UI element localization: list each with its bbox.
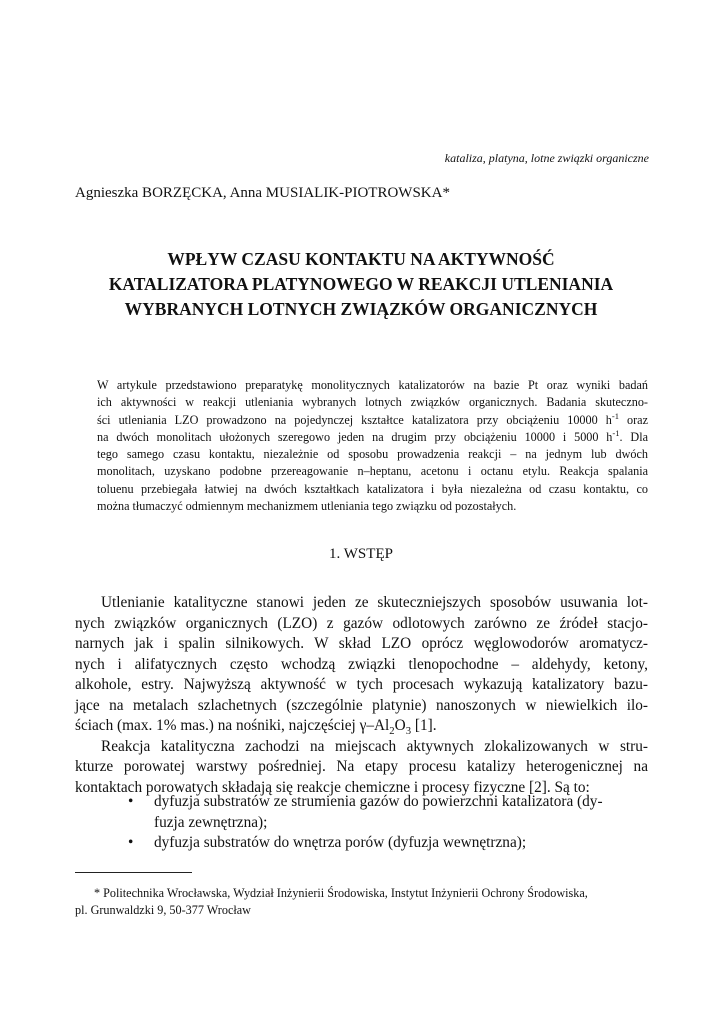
bullet-item (128, 833, 648, 854)
abstract-text: ści utleniania LZO prowadzono na pojedynczej kształtce katalizatora przy obciążeniu 10000 h (97, 412, 612, 427)
abstract-line (97, 412, 648, 429)
body-text-span: ściach (max. 1% mas.) na nośniki, najczęściej γ–Al (75, 717, 390, 734)
body-line (75, 716, 648, 737)
title-line: KATALIZATORA PLATYNOWEGO W REAKCJI UTLENIANIA (108, 274, 614, 294)
title-line: WPŁYW CZASU KONTAKTU NA AKTYWNOŚĆ (167, 249, 555, 269)
abstract-text: na dwóch monolitach ułożonych szeregowo jeden na drugim przy obciążeniu 10000 i 5000 h (97, 429, 613, 444)
body-line: kontaktach porowatych składają się reakcje chemiczne i procesy fizyczne [2]. Są to: (75, 778, 590, 796)
body-text-span: [1]. (411, 717, 437, 734)
body-line: nych i alifatycznych często wchodzą związki tlenopochodne – aldehydy, ketony, (75, 655, 648, 673)
footnote (75, 885, 648, 919)
abstract-line: tego samego czasu kontaktu, niezależnie od sposobu prowadzenia reakcji – na jednym lub dwóch (97, 447, 648, 462)
section-heading: 1. WSTĘP (329, 546, 393, 562)
authors: Agnieszka BORZĘCKA, Anna MUSIALIK-PIOTROWSKA* (75, 185, 450, 201)
body-line: narnych jak i spalin silnikowych. W skład LZO oprócz węglowodorów aromatycz- (75, 635, 648, 652)
paper-title (60, 247, 662, 322)
superscript: -1 (611, 410, 619, 421)
body-line: alkohole, estry. Najwyższą aktywność w tych procesach wykazują katalizatory bazu- (75, 676, 648, 693)
body-text (75, 593, 648, 798)
abstract-line: można tłumaczyć odmiennym mechanizmem utleniania tego związku od pozostałych. (97, 499, 517, 514)
title-line: WYBRANYCH LOTNYCH ZWIĄZKÓW ORGANICZNYCH (124, 299, 598, 319)
body-text-span: O (394, 717, 406, 734)
abstract-line (97, 429, 648, 446)
footnote-line: pl. Grunwaldzki 9, 50-377 Wrocław (75, 903, 251, 917)
bullet-text (128, 833, 648, 854)
abstract-line: toluenu przebiegała łatwiej na dwóch kształtkach katalizatora i była niezależna od czasu kontaktu, co (97, 481, 648, 496)
superscript: -1 (612, 427, 620, 438)
abstract-text: oraz (618, 412, 648, 427)
body-line: kturze porowatej warstwy pośredniej. Na etapy procesu katalizy heterogenicznej na (75, 758, 648, 775)
abstract-line: ich aktywności w reakcji utleniania wybranych lotnych związków organicznych. Badania skuteczno- (97, 395, 648, 410)
body-line: nych związków organicznych (LZO) z gazów odlotowych zarówno ze źródeł stacjo- (75, 614, 648, 632)
bullet-line: fuzja zewnętrzna); (154, 813, 268, 831)
body-line: Utlenianie katalityczne stanowi jeden ze skuteczniejszych sposobów usuwania lot- (101, 594, 648, 611)
bullet-text (128, 792, 648, 833)
bullet-line: dyfuzja substratów ze strumienia gazów do powierzchni katalizatora (dy- (154, 793, 603, 810)
bullet-icon: • (128, 793, 134, 810)
abstract-line: monolitach, uzyskano podobne przereagowanie n–heptanu, acetonu i octanu etylu. Reakcja spalania (97, 464, 648, 479)
abstract (97, 377, 648, 515)
footnote-divider (75, 872, 192, 873)
footnote-line: * Politechnika Wrocławska, Wydział Inżynierii Środowiska, Instytut Inżynierii Ochrony Środowiska, (94, 886, 588, 900)
body-line: Reakcja katalityczna zachodzi na miejscach aktywnych zlokalizowanych w stru- (101, 737, 648, 755)
abstract-line: W artykule przedstawiono preparatykę monolitycznych katalizatorów na bazie Pt oraz wyniki badań (97, 378, 648, 392)
bullet-item (128, 792, 648, 833)
subscript: 2 (389, 725, 395, 738)
body-line: jące na metalach szlachetnych (szczególnie platynie) nanoszonych w niewielkich ilo- (75, 696, 648, 714)
abstract-text: . Dla (619, 429, 648, 444)
subscript: 3 (405, 725, 412, 738)
keywords: kataliza, platyna, lotne związki organiczne (444, 151, 649, 165)
bullet-line: dyfuzja substratów do wnętrza porów (dyfuzja wewnętrzna); (154, 834, 527, 851)
bullet-icon: • (128, 834, 134, 851)
